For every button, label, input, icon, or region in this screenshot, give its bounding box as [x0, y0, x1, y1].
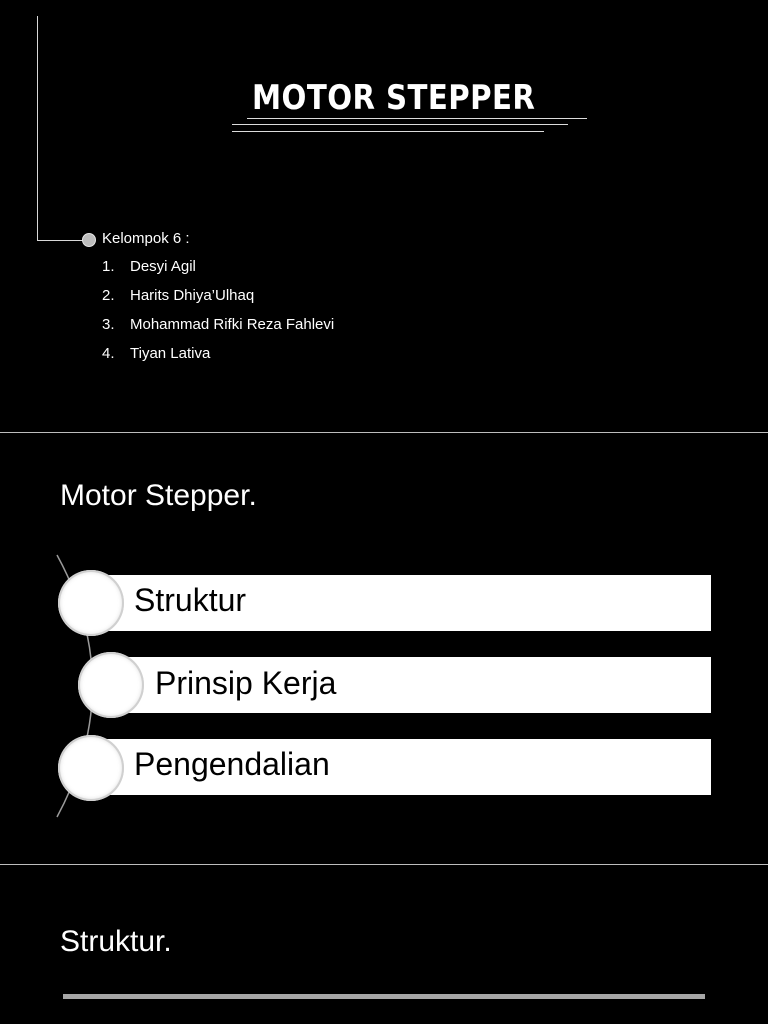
bullet-circle-icon [82, 233, 96, 247]
list-item [102, 258, 334, 287]
slide-heading: Struktur. [60, 925, 172, 958]
slide-title [0, 0, 768, 432]
member-name: Harits Dhiya’Ulhaq [130, 287, 255, 304]
list-item [102, 287, 334, 316]
circle-bullet-icon [78, 652, 144, 718]
circle-bullet-icon [58, 570, 124, 636]
decorative-arc [0, 433, 768, 864]
member-list [102, 258, 334, 374]
slide-title-text: MOTOR STEPPER [252, 78, 536, 118]
slide-contents [0, 433, 768, 864]
menu-item-label: Pengendalian [134, 746, 330, 782]
group-label: Kelompok 6 : [102, 230, 190, 247]
member-name: Mohammad Rifki Reza Fahlevi [130, 316, 335, 333]
slide-struktur [0, 865, 768, 1024]
decorative-vertical-line [37, 16, 38, 241]
member-name: Tiyan Lativa [130, 345, 211, 362]
list-number: 4. [102, 345, 115, 362]
list-item [102, 345, 334, 374]
decorative-bar [63, 994, 705, 999]
list-item [102, 316, 334, 345]
member-name: Desyi Agil [130, 258, 196, 275]
title-underline-3 [232, 131, 544, 132]
slide-heading: Motor Stepper. [60, 479, 257, 512]
list-number: 2. [102, 287, 115, 304]
circle-bullet-icon [58, 735, 124, 801]
menu-item-label: Prinsip Kerja [155, 665, 337, 701]
list-number: 3. [102, 316, 115, 333]
list-number: 1. [102, 258, 115, 275]
menu-item-label: Struktur [134, 582, 247, 618]
decorative-horizontal-line [37, 240, 87, 241]
title-underline-1 [247, 118, 587, 119]
title-underline-2 [232, 124, 568, 125]
